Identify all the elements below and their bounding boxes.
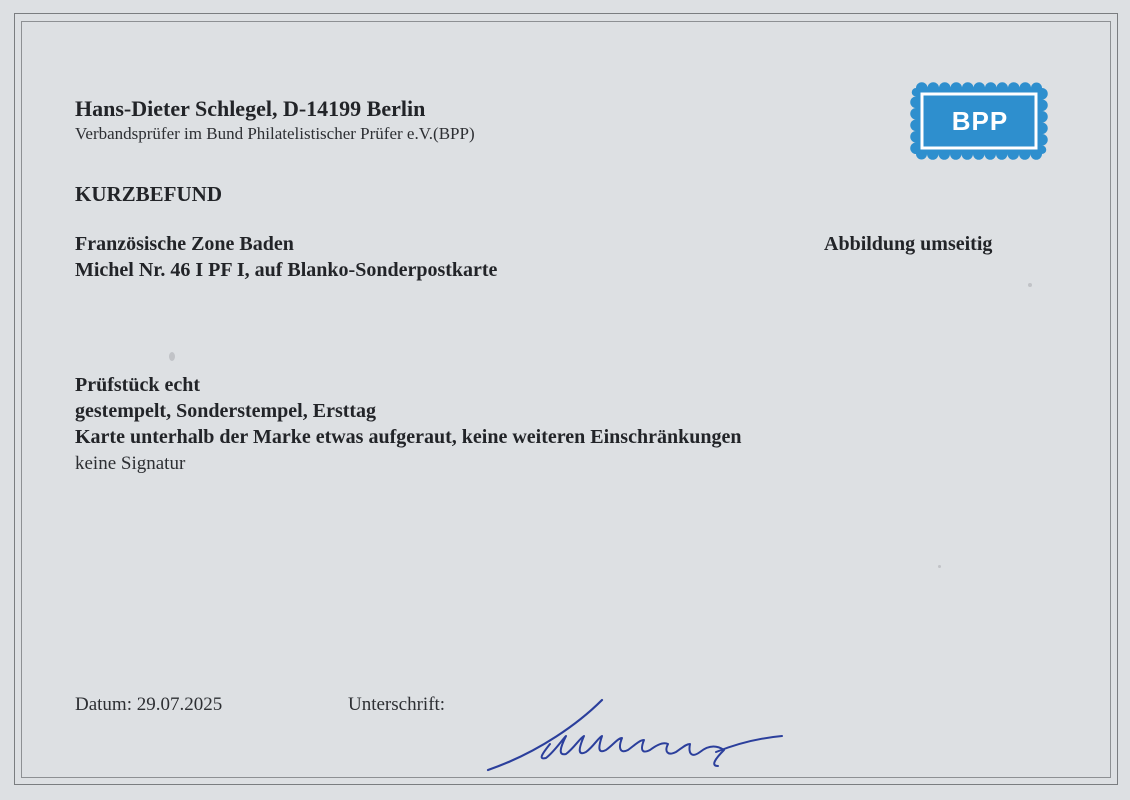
logo-text: BPP (951, 106, 1009, 136)
paper-speck (938, 565, 941, 568)
examiner-name: Hans-Dieter Schlegel, D-14199 Berlin (75, 96, 426, 121)
signature-label: Unterschrift: (348, 694, 446, 715)
document-heading: KURZBEFUND (75, 182, 223, 206)
item-area: Französische Zone Baden (75, 233, 294, 255)
examiner-affiliation: Verbandsprüfer im Bund Philatelistischer Prüfer e.V.(BPP) (75, 124, 475, 143)
paper-speck (169, 352, 175, 361)
handwritten-signature (480, 692, 790, 776)
date-label: Datum: 29.07.2025 (75, 694, 223, 715)
illustration-note: Abbildung umseitig (824, 233, 993, 255)
result-cancellation: gestempelt, Sonderstempel, Ersttag (75, 400, 377, 422)
result-signature-note: keine Signatur (75, 453, 186, 474)
bpp-logo-icon (910, 82, 1048, 160)
result-condition: Karte unterhalb der Marke etwas aufgeraut, keine weiteren Einschränkungen (75, 426, 742, 448)
paper-speck (1028, 283, 1032, 287)
item-description: Michel Nr. 46 I PF I, auf Blanko-Sonderpostkarte (75, 259, 498, 281)
result-authenticity: Prüfstück echt (75, 374, 200, 396)
